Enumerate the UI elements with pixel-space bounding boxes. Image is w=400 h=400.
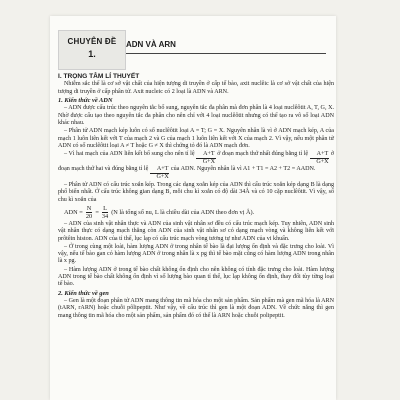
ratio-fraction-3: $\frac{A+T}{G+X}$ <box>150 166 170 181</box>
paragraph-double-helix: – Phân tử ADN có cấu trúc xoắn kép. Trong các dạng xoắn kép của ADN thì cấu trúc xoắn kép dạng B là dạng phổ biến nhất. Ở cấu trúc không gian dạng B, mỗi chu kì xoắn có độ dài 34Å và có 10 cặp nuclêôtit. Vì vậy, số chu kì xoắn của <box>58 181 334 203</box>
section-heading: I. TRỌNG TÂM LÍ THUYẾT <box>58 73 140 80</box>
paragraph-adn-structure: – ADN được cấu trúc theo nguyên tắc bổ sung, nguyên tắc đa phân mà đơn phân là 4 loại nuclêôtit A, T, G, X. Nhờ được cấu tạo theo nguyên tắc đa phân cho nên chỉ với 4 loại nuclêôtit nhưng có thể tạo ra vô số loại ADN khác nhau. <box>58 105 334 127</box>
ratio-fraction-1: $\frac{A+T}{G+X}$ <box>196 151 216 166</box>
subheading-adn: 1. Kiến thức về ADN <box>58 97 113 105</box>
paragraph-eukaryote-prokaryote: – ADN của sinh vật nhân thực và ADN của sinh vật nhân sơ đều có cấu trúc mạch kép. Tuy nhiên, ADN sinh vật nhân thực có dạng mạch thẳng còn ADN của sinh vật nhân sơ có dạng mạch vòng và không liên kết với prôtêin histon. ADN của tỉ thể, lục lạp có cấu trúc mạch vòng tương tự như ADN của vi khuẩn. <box>58 220 334 242</box>
title-underline <box>126 53 326 54</box>
helix-formula <box>64 205 334 220</box>
ratio-fraction-2: $\frac{A+T}{G+X}$ <box>310 151 330 166</box>
paragraph-ratio <box>58 151 334 181</box>
formula-equals: = <box>95 208 99 216</box>
chapter-number: 1. <box>88 49 96 59</box>
paragraph-cytoplasm-dna: – Hàm lượng ADN ở trong tế bào chất không ổn định cho nên không có tính đặc trưng cho loài. Hàm lượng ADN trong tế bào chất không ổn định vì số lượng bào quan tỉ thể, lục lạp không ổn định, thay đổi tùy từng loại tế bào. <box>58 266 334 288</box>
paragraph-nuclear-dna: – Ở trong cùng một loài, hàm lượng ADN ở trong nhân tế bào là đại lượng ổn định và đặc trưng cho loài. Vì vậy, nếu tế bào gan có hàm lượng ADN ở trong nhân là x pg thì tế bào mặt cũng có hàm lượng ADN trong nhân là x pg. <box>58 243 334 265</box>
formula-left: ADN = <box>64 208 83 216</box>
paragraph-gene: – Gen là một đoạn phân tử ADN mang thông tin mã hóa cho một sản phẩm. Sản phẩm mà gen mã hóa là ARN (tARN, rARN) hoặc chuỗi pôlipeptit. Như vậy, về cấu trúc thì gen là một đoạn ADN. Về chức năng thì gen mang thông tin mã hóa cho một sản phẩm, sản phẩm đó có thể là ARN hoặc chuỗi polipeptit. <box>58 297 334 319</box>
page-content <box>58 72 334 321</box>
chapter-title: ADN VÀ ARN <box>126 40 176 49</box>
formula-frac-l: $\frac{L}{34}$ <box>101 204 109 220</box>
intro-paragraph: Nhiễm sắc thể là cơ sở vật chất của hiện tượng di truyền ở cấp tế bào, axit nuclêic là cơ sở vật chất của hiện tượng di truyền ở cấp phân tử. Axit nucleic có 2 loại là ADN và ARN. <box>58 81 334 95</box>
ratio-text-tail: của ADN. Nguyên nhân là vì A1 + T1 = A2 + T2 = AADN. <box>170 166 316 173</box>
ratio-text-mid: ở đoạn mạch thứ nhất đúng bằng tỉ lệ <box>217 151 309 158</box>
chapter-badge <box>58 30 126 70</box>
formula-frac-n: $\frac{N}{20}$ <box>85 204 93 220</box>
paragraph-base-pairing: – Phân tử ADN mạch kép luôn có số nuclêôtit loại A = T; G = X. Nguyên nhân là vì ở ADN mạch kép, A của mạch 1 luôn liên kết với T của mạch 2 và G của mạch 1 luôn liên kết với X của mạch 2. Vì vậy, nếu một phân tử ADN có số nuclêôtit loại A ≠ T hoặc G ≠ X thì chứng tỏ đó là ADN mạch đơn. <box>58 128 334 149</box>
ratio-text-end: ở đoạn mạch thứ hai và đúng bằng tỉ lệ <box>58 151 335 173</box>
subheading-gene: 2. Kiến thức về gen <box>58 289 109 297</box>
ratio-text-start: – Vì hai mạch của ADN liên kết bổ sung cho nên tỉ lệ <box>64 151 195 158</box>
document-page <box>50 16 336 400</box>
formula-note: (N là tổng số nu, L là chiều dài của ADN theo đơn vị Å). <box>111 208 255 216</box>
chapter-label: CHUYÊN ĐỀ <box>67 37 117 46</box>
